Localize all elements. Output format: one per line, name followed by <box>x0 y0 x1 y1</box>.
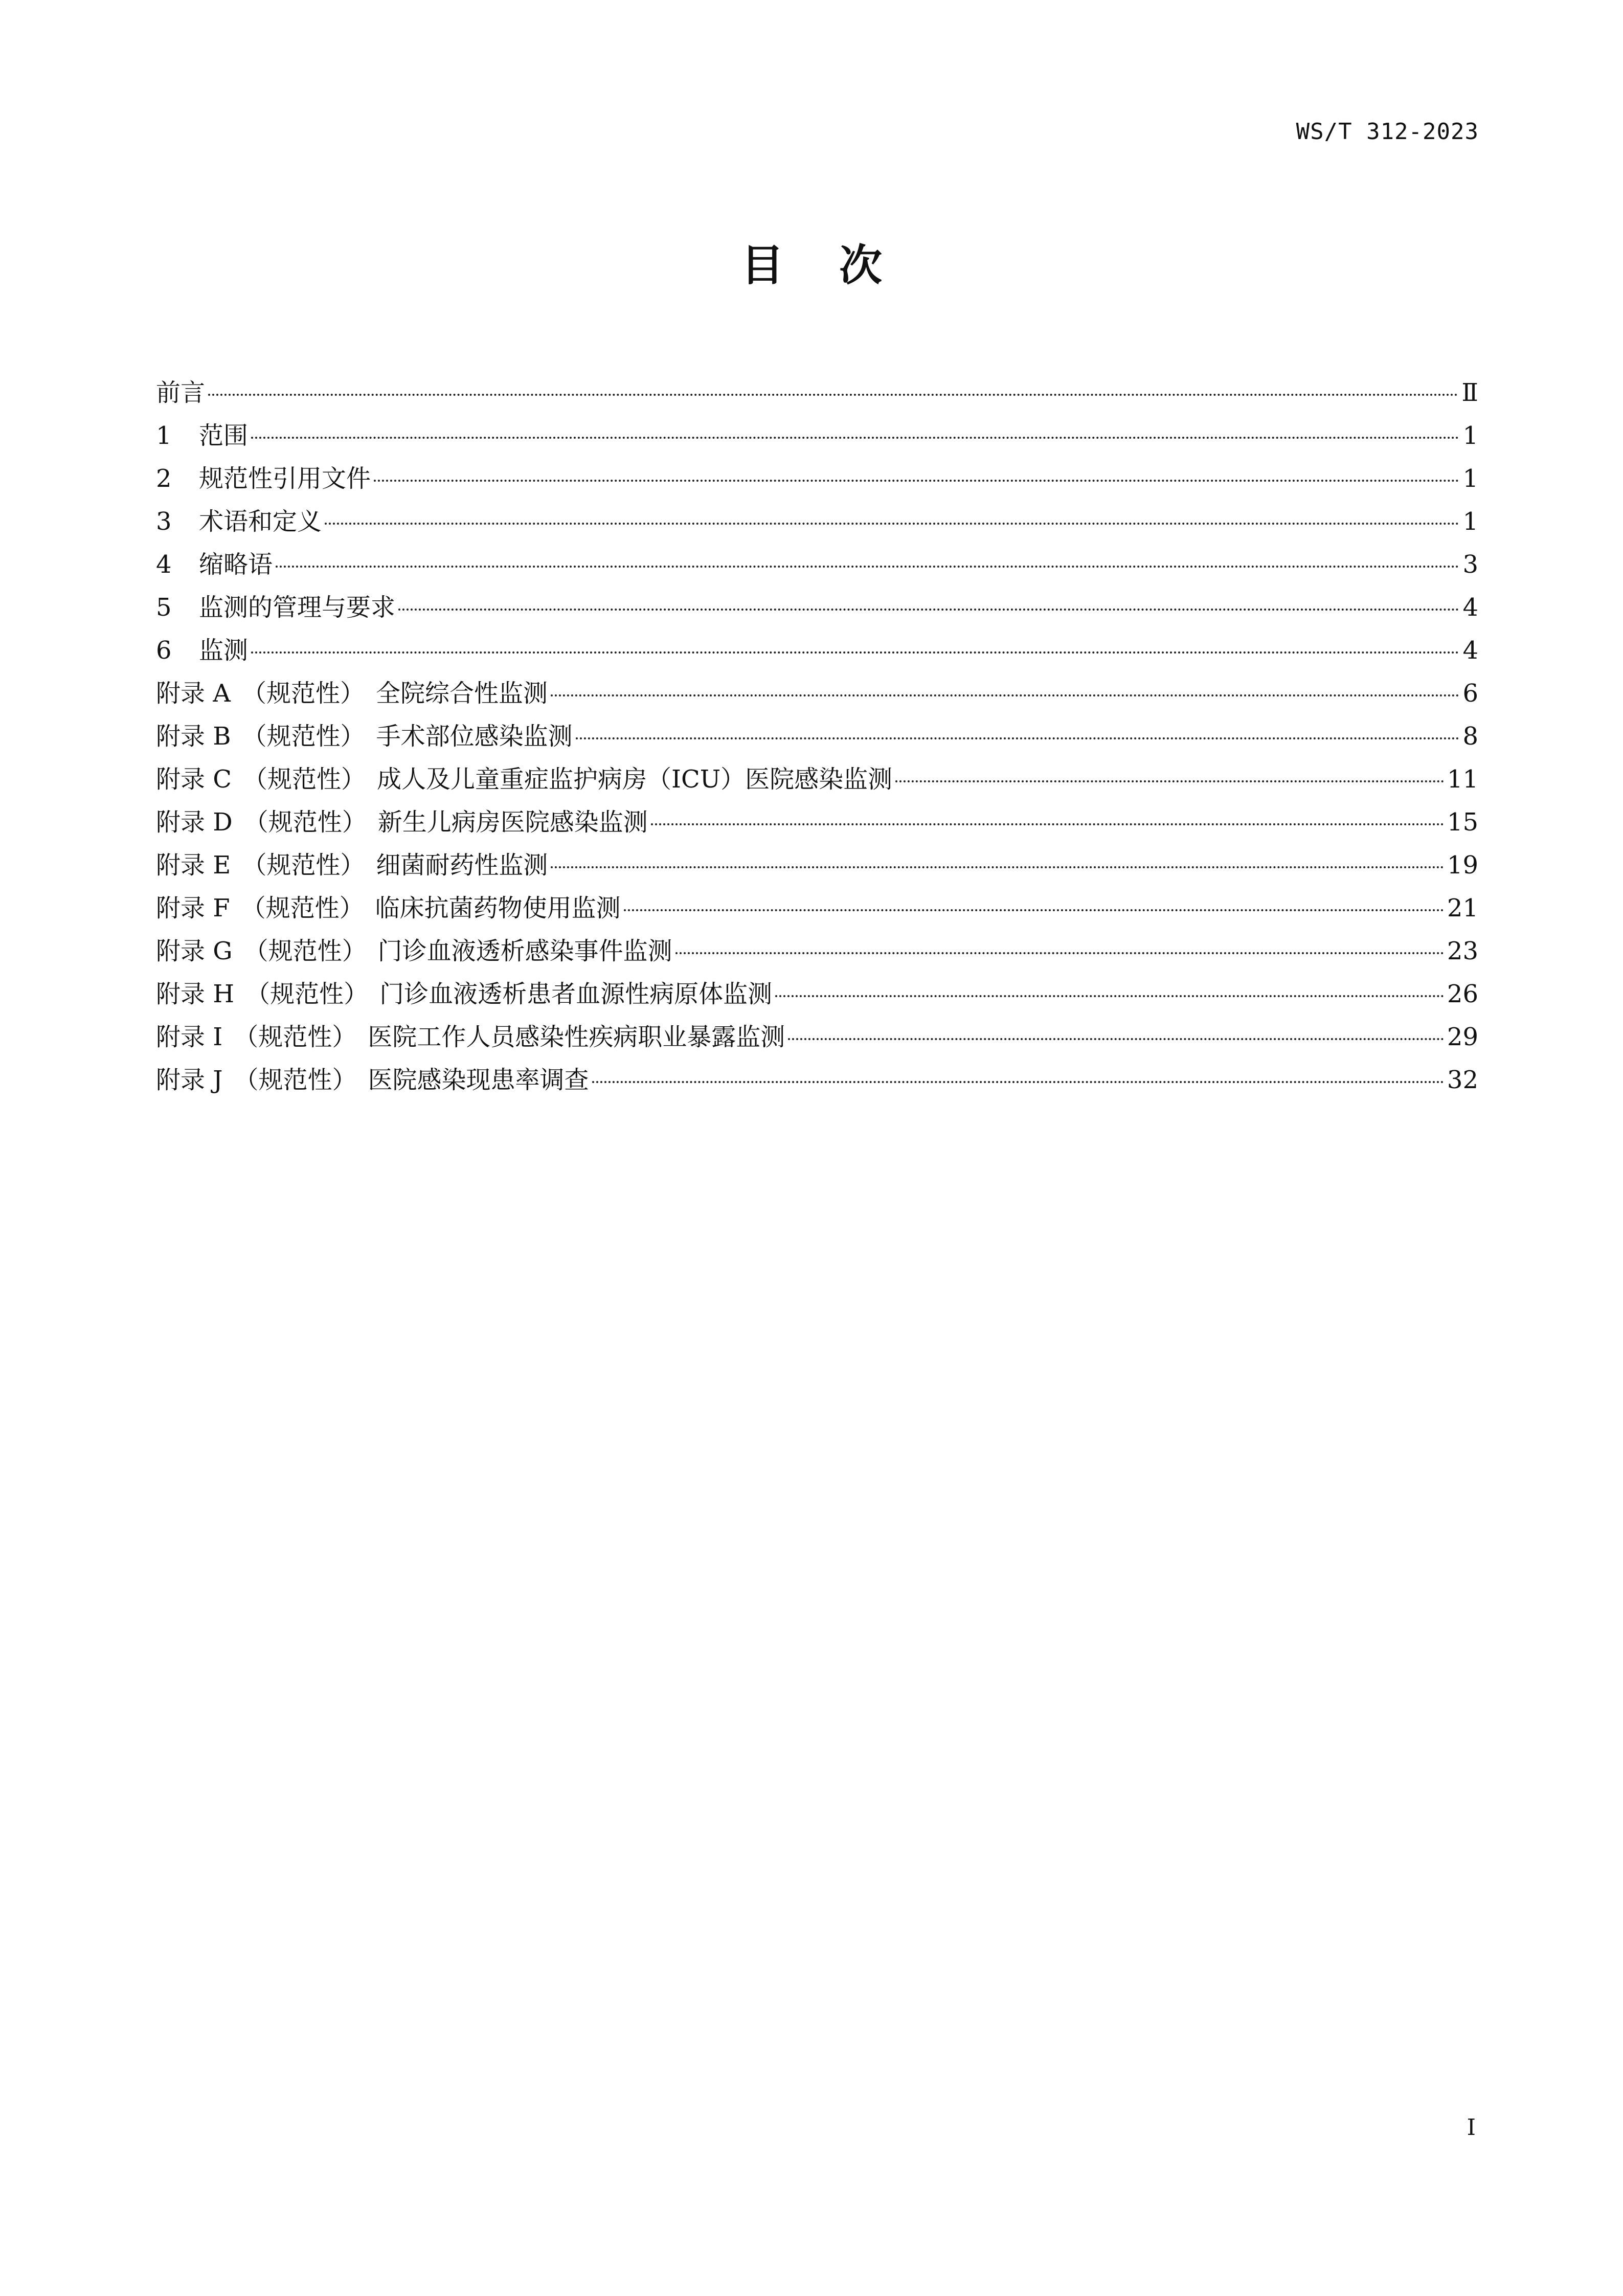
dot-leader <box>276 566 1459 568</box>
toc-entry-foreword[interactable] <box>156 371 1478 414</box>
dot-leader <box>592 1081 1444 1083</box>
toc-entry-number: 1 <box>156 421 172 450</box>
toc-appendix-id: 附录 D <box>156 808 233 837</box>
dot-leader <box>788 1038 1444 1040</box>
toc-appendix-id: 附录 H <box>156 980 235 1008</box>
toc-entry-label: 全院综合性监测 <box>375 679 548 708</box>
toc-appendix-id: 附录 E <box>156 851 231 880</box>
toc-appendix-id: 附录 I <box>156 1023 223 1051</box>
toc-entry-appendix-d[interactable] <box>156 801 1478 844</box>
toc-entry-appendix-e[interactable] <box>156 844 1478 887</box>
toc-appendix-id: 附录 C <box>156 765 232 794</box>
toc-appendix-kind: （规范性） <box>241 679 365 708</box>
toc-entry-page: 1 <box>1462 507 1478 536</box>
dot-leader <box>251 437 1459 439</box>
toc-appendix-kind: （规范性） <box>242 851 365 880</box>
toc-entry-scope[interactable] <box>156 414 1478 457</box>
toc-entry-appendix-g[interactable] <box>156 930 1478 973</box>
toc-entry-label: 监测的管理与要求 <box>199 593 396 622</box>
toc-entry-label: 前言 <box>156 378 206 407</box>
toc-entry-number: 6 <box>156 636 172 665</box>
toc-appendix-id: 附录 A <box>156 679 231 708</box>
dot-leader <box>208 394 1458 396</box>
document-code: WS/T 312-2023 <box>1296 119 1479 145</box>
toc-entry-page: 29 <box>1447 1023 1478 1051</box>
toc-entry-appendix-h[interactable] <box>156 973 1478 1016</box>
toc-entry-page: 3 <box>1462 550 1478 579</box>
toc-entry-abbreviations[interactable] <box>156 543 1478 586</box>
toc-entry-page: 8 <box>1462 722 1478 751</box>
toc-entry-page: 6 <box>1462 679 1478 708</box>
dot-leader <box>576 737 1460 739</box>
toc-entry-number: 2 <box>156 464 172 493</box>
toc-appendix-id: 附录 F <box>156 894 230 922</box>
toc-entry-label: 范围 <box>199 421 249 450</box>
toc-entry-label: 医院工作人员感染性疾病职业暴露监测 <box>368 1023 785 1051</box>
dot-leader <box>895 780 1444 782</box>
dot-leader <box>651 823 1444 825</box>
toc-entry-appendix-j[interactable] <box>156 1059 1478 1101</box>
toc-appendix-kind: （规范性） <box>243 808 367 837</box>
toc-entry-label: 细菌耐药性监测 <box>376 851 548 880</box>
toc-entry-label: 手术部位感染监测 <box>376 722 573 751</box>
toc-entry-page: 4 <box>1462 636 1478 665</box>
toc-entry-number: 4 <box>156 550 172 579</box>
dot-leader <box>551 866 1444 868</box>
toc-entry-surveillance[interactable] <box>156 629 1478 672</box>
dot-leader <box>624 909 1444 911</box>
toc-title-char-1: 目 <box>740 240 784 290</box>
toc-entry-number: 5 <box>156 593 172 622</box>
page-number: I <box>1467 2114 1476 2141</box>
toc-entry-page: 4 <box>1462 593 1478 622</box>
dot-leader <box>675 952 1444 954</box>
toc-entry-label: 成人及儿童重症监护病房（ICU）医院感染监测 <box>377 765 893 794</box>
toc-entry-appendix-a[interactable] <box>156 672 1478 715</box>
toc-entry-appendix-c[interactable] <box>156 758 1478 801</box>
toc-entry-label: 门诊血液透析感染事件监测 <box>377 937 672 965</box>
toc-entry-appendix-f[interactable] <box>156 887 1478 930</box>
toc-entry-label: 新生儿病房医院感染监测 <box>377 808 648 837</box>
toc-entry-page: 23 <box>1447 937 1478 965</box>
toc-entry-label: 门诊血液透析患者血源性病原体监测 <box>379 980 773 1008</box>
dot-leader <box>325 523 1459 525</box>
toc-entry-number: 3 <box>156 507 172 536</box>
toc-appendix-kind: （规范性） <box>234 1023 357 1051</box>
toc-title-char-2: 次 <box>839 240 883 290</box>
toc-entry-management-requirements[interactable] <box>156 586 1478 629</box>
toc-entry-label: 监测 <box>199 636 249 665</box>
toc-entry-page: 11 <box>1447 765 1478 794</box>
toc-entry-appendix-i[interactable] <box>156 1016 1478 1059</box>
toc-appendix-kind: （规范性） <box>245 980 369 1008</box>
dot-leader <box>398 609 1459 611</box>
toc-entry-page: Ⅱ <box>1461 378 1478 407</box>
toc-entry-page: 26 <box>1447 980 1478 1008</box>
toc-appendix-kind: （规范性） <box>242 722 365 751</box>
toc-entry-page: 1 <box>1462 421 1478 450</box>
toc-entry-page: 19 <box>1447 851 1478 880</box>
toc-entry-page: 32 <box>1447 1066 1478 1094</box>
toc-entry-label: 临床抗菌药物使用监测 <box>375 894 621 922</box>
toc-entry-terms-definitions[interactable] <box>156 500 1478 543</box>
toc-appendix-kind: （规范性） <box>241 894 364 922</box>
toc-entry-label: 术语和定义 <box>199 507 322 536</box>
toc-appendix-id: 附录 J <box>156 1066 223 1094</box>
dot-leader <box>775 995 1444 997</box>
toc-entry-normative-references[interactable] <box>156 457 1478 500</box>
toc-appendix-kind: （规范性） <box>243 765 366 794</box>
toc-appendix-kind: （规范性） <box>243 937 367 965</box>
toc-entry-label: 缩略语 <box>199 550 273 579</box>
toc-appendix-kind: （规范性） <box>234 1066 357 1094</box>
dot-leader <box>251 651 1459 654</box>
toc-entry-page: 15 <box>1447 808 1478 837</box>
toc-appendix-id: 附录 B <box>156 722 231 751</box>
dot-leader <box>374 480 1459 482</box>
toc-entry-page: 1 <box>1462 464 1478 493</box>
toc-appendix-id: 附录 G <box>156 937 233 965</box>
toc-entry-label: 规范性引用文件 <box>199 464 371 493</box>
toc-entry-page: 21 <box>1447 894 1478 922</box>
toc-title <box>0 231 1623 293</box>
toc-entry-label: 医院感染现患率调查 <box>368 1066 589 1094</box>
dot-leader <box>551 694 1459 696</box>
table-of-contents <box>156 371 1478 1101</box>
toc-entry-appendix-b[interactable] <box>156 715 1478 758</box>
